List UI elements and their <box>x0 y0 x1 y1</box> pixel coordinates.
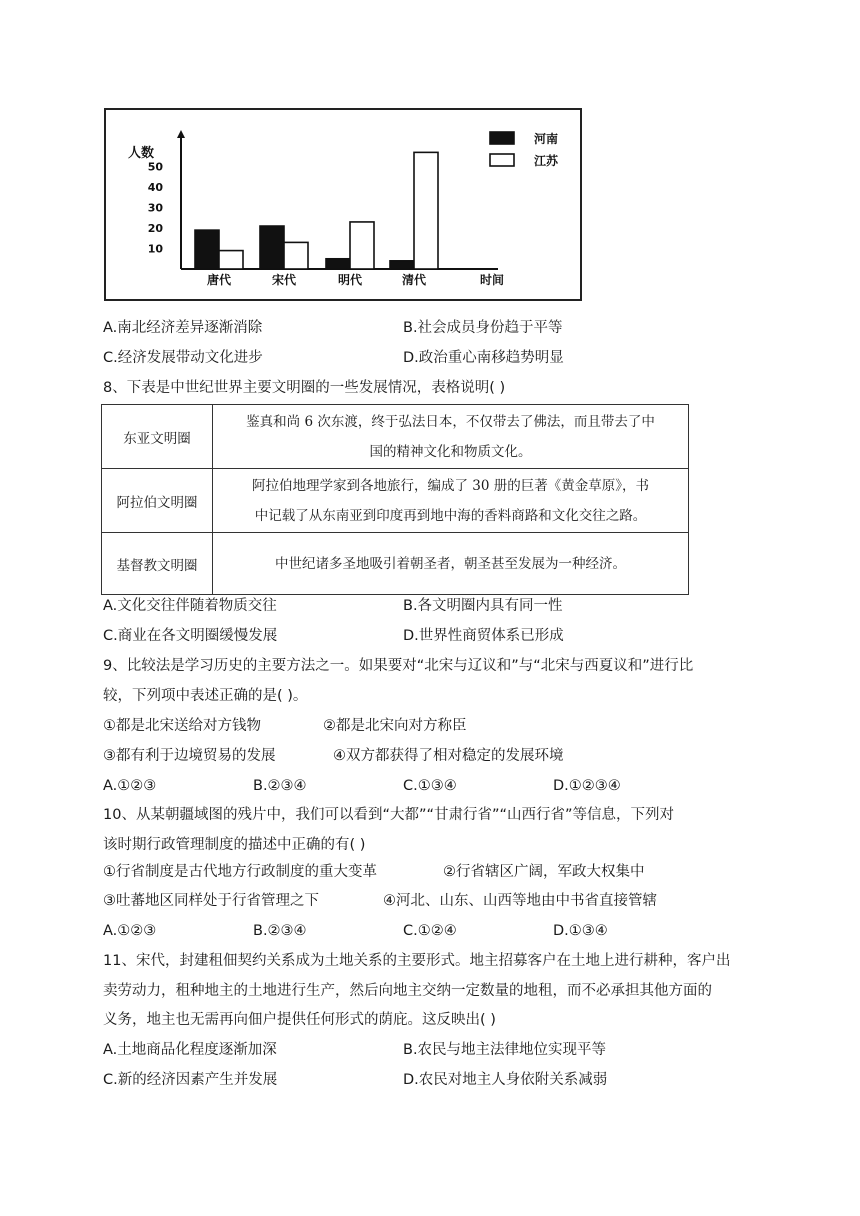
y-axis-label: 人数 <box>128 146 155 161</box>
q10-item-4: ④河北、山东、山西等地由中书省直接管辖 <box>383 893 657 909</box>
table-desc-line: 国的精神文化和物质文化。 <box>369 443 532 460</box>
legend-label: 江苏 <box>534 154 559 168</box>
q9-item-1: ①都是北宋送给对方钱物 <box>103 718 261 734</box>
bar-jiangsu-1 <box>284 242 308 269</box>
q8-option-b[interactable]: B.各文明圈内具有同一性 <box>403 598 563 614</box>
x-tick-label: 宋代 <box>271 273 297 287</box>
bar-jiangsu-0 <box>219 251 243 269</box>
bar-henan-0 <box>195 230 219 269</box>
legend-swatch <box>490 154 514 166</box>
table-cell-name: 阿拉伯文明圈 <box>102 469 213 533</box>
table-cell-name: 基督教文明圈 <box>102 533 213 595</box>
q8-stem: 8、下表是中世纪世界主要文明圈的一些发展情况，表格说明( ) <box>103 380 506 396</box>
table-cell-desc <box>213 469 689 533</box>
q11-option-c[interactable]: C.新的经济因素产生并发展 <box>103 1072 278 1088</box>
q10-stem-line2: 该时期行政管理制度的描述中正确的有( ) <box>103 837 366 853</box>
table-cell-name: 东亚文明圈 <box>102 405 213 469</box>
q7-option-a[interactable]: A.南北经济差异逐渐消除 <box>103 320 263 336</box>
q9-option-a[interactable]: A.①②③ <box>103 778 157 794</box>
q7-option-b[interactable]: B.社会成员身份趋于平等 <box>403 320 563 336</box>
bar-henan-2 <box>326 259 350 269</box>
table-cell-desc <box>213 405 689 469</box>
table-row <box>102 469 689 533</box>
table-desc-line: 鉴真和尚 6 次东渡，终于弘法日本，不仅带去了佛法，而且带去了中 <box>246 413 655 430</box>
table-row <box>102 405 689 469</box>
q10-option-a[interactable]: A.①②③ <box>103 923 157 939</box>
bar-henan-3 <box>390 261 414 269</box>
q9-item-3: ③都有利于边境贸易的发展 <box>103 748 276 764</box>
chart-canvas <box>106 110 580 299</box>
q10-item-2: ②行省辖区广阔，军政大权集中 <box>443 864 645 880</box>
table-desc-line: 中记载了从东南亚到印度再到地中海的香料商路和文化交往之路。 <box>254 507 647 524</box>
bar-henan-1 <box>260 226 284 269</box>
q10-stem-line1: 10、从某朝疆域图的残片中，我们可以看到“大都”“甘肃行省”“山西行省”等信息，下列对 <box>103 807 675 823</box>
q10-option-b[interactable]: B.②③④ <box>253 923 307 939</box>
q11-stem-line2: 卖劳动力，租种地主的土地进行生产，然后向地主交纳一定数量的地租，而不必承担其他方面的 <box>103 983 712 999</box>
x-tick-label: 唐代 <box>206 273 232 287</box>
bar-jiangsu-3 <box>414 152 438 269</box>
y-axis-arrow <box>177 130 185 138</box>
y-tick-label: 40 <box>147 181 163 195</box>
civilization-table <box>101 404 689 595</box>
q8-option-c[interactable]: C.商业在各文明圈缓慢发展 <box>103 628 278 644</box>
table-desc-line: 阿拉伯地理学家到各地旅行，编成了 30 册的巨著《黄金草原》，书 <box>251 477 649 494</box>
table-cell-desc <box>213 533 689 595</box>
q7-option-d[interactable]: D.政治重心南移趋势明显 <box>403 350 564 366</box>
q11-stem-line3: 义务，地主也无需再向佃户提供任何形式的荫庇。这反映出( ) <box>103 1012 496 1028</box>
q9-item-2: ②都是北宋向对方称臣 <box>323 718 467 734</box>
bar-chart <box>104 108 582 301</box>
q9-item-4: ④双方都获得了相对稳定的发展环境 <box>333 748 564 764</box>
q10-option-c[interactable]: C.①②④ <box>403 923 457 939</box>
table-desc-line: 中世纪诸多圣地吸引着朝圣者，朝圣甚至发展为一种经济。 <box>275 555 626 572</box>
table-row <box>102 533 689 595</box>
bar-jiangsu-2 <box>350 222 374 269</box>
q10-item-3: ③吐蕃地区同样处于行省管理之下 <box>103 893 319 909</box>
q9-stem-line2: 较，下列项中表述正确的是( )。 <box>103 688 308 704</box>
legend-swatch <box>490 132 514 144</box>
q11-option-a[interactable]: A.土地商品化程度逐渐加深 <box>103 1042 277 1058</box>
q11-option-d[interactable]: D.农民对地主人身依附关系减弱 <box>403 1072 608 1088</box>
x-axis-label: 时间 <box>479 273 505 287</box>
x-tick-label: 明代 <box>337 273 363 287</box>
x-tick-label: 清代 <box>401 273 427 287</box>
y-tick-label: 50 <box>147 160 163 174</box>
q9-option-c[interactable]: C.①③④ <box>403 778 457 794</box>
q9-option-b[interactable]: B.②③④ <box>253 778 307 794</box>
q11-option-b[interactable]: B.农民与地主法律地位实现平等 <box>403 1042 607 1058</box>
y-tick-label: 20 <box>147 222 163 236</box>
q8-option-a[interactable]: A.文化交往伴随着物质交往 <box>103 598 277 614</box>
q9-stem-line1: 9、比较法是学习历史的主要方法之一。如果要对“北宋与辽议和”与“北宋与西夏议和”进行比 <box>103 658 694 674</box>
y-tick-label: 10 <box>147 242 163 256</box>
q10-item-1: ①行省制度是古代地方行政制度的重大变革 <box>103 864 377 880</box>
q11-stem-line1: 11、宋代，封建租佃契约关系成为土地关系的主要形式。地主招募客户在土地上进行耕种，客户出 <box>103 953 731 969</box>
q9-option-d[interactable]: D.①②③④ <box>553 778 621 794</box>
legend-label: 河南 <box>534 132 559 146</box>
q8-option-d[interactable]: D.世界性商贸体系已形成 <box>403 628 564 644</box>
y-tick-label: 30 <box>147 201 163 215</box>
q10-option-d[interactable]: D.①③④ <box>553 923 608 939</box>
q7-option-c[interactable]: C.经济发展带动文化进步 <box>103 350 263 366</box>
